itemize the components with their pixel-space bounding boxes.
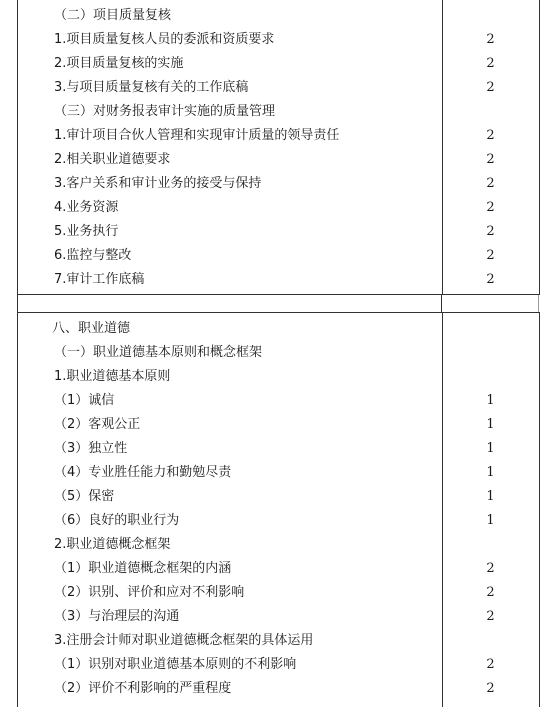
row-topic: 3.注册会计师对职业道德概念框架的具体运用 — [54, 633, 314, 648]
row-level: 2 — [486, 200, 495, 215]
table-row — [18, 413, 539, 437]
table-row — [18, 605, 539, 629]
row-topic: （3）与治理层的沟通 — [54, 609, 180, 624]
row-topic: 1.项目质量复核人员的委派和资质要求 — [54, 32, 275, 47]
row-level: 2 — [486, 609, 495, 624]
table-row — [18, 172, 539, 196]
table-row — [18, 533, 539, 557]
row-topic: 5.业务执行 — [54, 224, 119, 239]
table-row — [18, 581, 539, 605]
row-topic: （5）保密 — [54, 489, 115, 504]
table-row — [18, 461, 539, 485]
row-topic: （一）职业道德基本原则和概念框架 — [54, 345, 263, 360]
row-level: 2 — [486, 224, 495, 239]
row-topic: （1）职业道德概念框架的内涵 — [54, 561, 232, 576]
table-row — [18, 148, 539, 172]
row-topic: （三）对财务报表审计实施的质量管理 — [54, 104, 276, 119]
row-topic: （4）专业胜任能力和勤勉尽责 — [54, 465, 232, 480]
table-row — [18, 268, 539, 292]
row-topic: 3.客户关系和审计业务的接受与保持 — [54, 176, 262, 191]
row-level: 2 — [486, 32, 495, 47]
row-topic: 4.业务资源 — [54, 200, 119, 215]
row-topic: 八、职业道德 — [52, 321, 131, 336]
table-row — [18, 341, 539, 365]
page-gap-border — [538, 295, 539, 312]
table-row — [18, 509, 539, 533]
table-row — [18, 28, 539, 52]
row-level: 2 — [486, 585, 495, 600]
table-row — [18, 4, 539, 28]
row-topic: （1）诚信 — [54, 393, 115, 408]
row-topic: （2）客观公正 — [54, 417, 141, 432]
table-row — [18, 100, 539, 124]
row-topic: （3）独立性 — [54, 441, 128, 456]
row-topic: （2）评价不利影响的严重程度 — [54, 681, 232, 696]
table-row — [18, 485, 539, 509]
table-row — [18, 677, 539, 701]
table-rows — [18, 317, 539, 701]
table-row — [18, 196, 539, 220]
row-level: 1 — [486, 465, 495, 480]
table-row — [18, 220, 539, 244]
row-topic: 1.审计项目合伙人管理和实现审计质量的领导责任 — [54, 128, 340, 143]
row-topic: （1）识别对职业道德基本原则的不利影响 — [54, 657, 297, 672]
table-row — [18, 244, 539, 268]
row-level: 2 — [486, 561, 495, 576]
table-row — [18, 317, 539, 341]
table-row — [18, 629, 539, 653]
table-row — [18, 437, 539, 461]
row-level: 1 — [486, 489, 495, 504]
row-level: 2 — [486, 152, 495, 167]
row-topic: 2.职业道德概念框架 — [54, 537, 171, 552]
table-row — [18, 653, 539, 677]
row-level: 1 — [486, 417, 495, 432]
syllabus-table-upper — [17, 0, 540, 295]
row-topic: 2.相关职业道德要求 — [54, 152, 171, 167]
row-topic: 2.项目质量复核的实施 — [54, 56, 184, 71]
row-level: 2 — [486, 176, 495, 191]
row-topic: （6）良好的职业行为 — [54, 513, 180, 528]
row-level: 2 — [486, 248, 495, 263]
table-row — [18, 557, 539, 581]
row-level: 1 — [486, 513, 495, 528]
row-level: 2 — [486, 56, 495, 71]
table-row — [18, 52, 539, 76]
row-topic: （二）项目质量复核 — [54, 8, 172, 23]
row-level: 2 — [486, 272, 495, 287]
table-row — [18, 389, 539, 413]
page-gap-border — [441, 295, 442, 312]
row-level: 2 — [486, 128, 495, 143]
row-topic: （2）识别、评价和应对不利影响 — [54, 585, 245, 600]
row-topic: 1.职业道德基本原则 — [54, 369, 171, 384]
row-level: 1 — [486, 393, 495, 408]
table-row — [18, 76, 539, 100]
row-topic: 6.监控与整改 — [54, 248, 132, 263]
row-level: 1 — [486, 441, 495, 456]
page-gap-border — [17, 295, 18, 312]
row-topic: 7.审计工作底稿 — [54, 272, 145, 287]
syllabus-table-lower — [17, 312, 540, 707]
table-rows — [18, 4, 539, 292]
row-topic: 3.与项目质量复核有关的工作底稿 — [54, 80, 249, 95]
table-row — [18, 124, 539, 148]
row-level: 2 — [486, 657, 495, 672]
table-row — [18, 365, 539, 389]
row-level: 2 — [486, 681, 495, 696]
row-level: 2 — [486, 80, 495, 95]
